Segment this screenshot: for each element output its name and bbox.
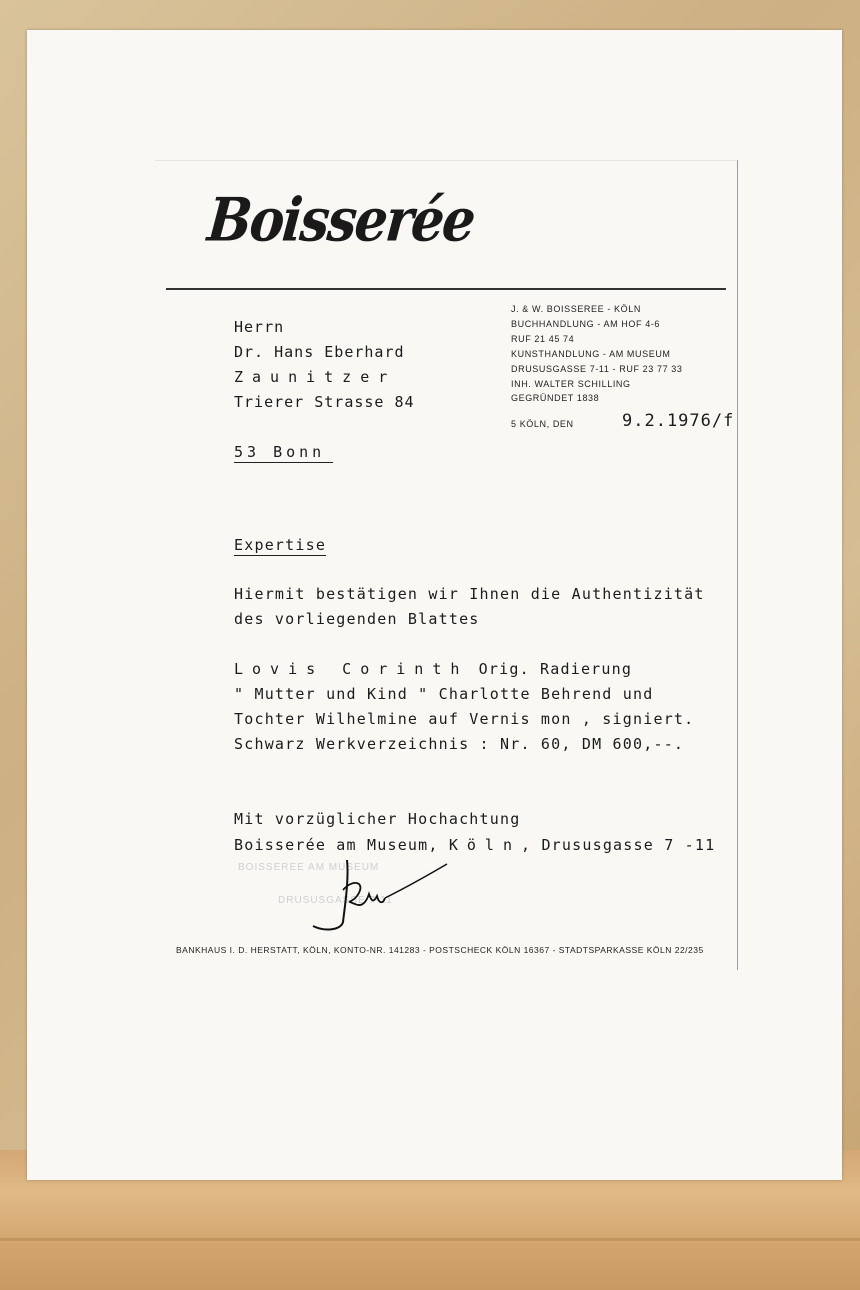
sender-line: RUF 21 45 74 <box>511 334 575 344</box>
bank-details-footer: BANKHAUS I. D. HERSTATT, KÖLN, KONTO-NR. 141283 - POSTSCHECK KÖLN 16367 - STADTSPARKASSE KÖLN 22/235 <box>176 945 704 955</box>
sender-line: INH. WALTER SCHILLING <box>511 379 631 389</box>
recipient-surname: Zaunitzer <box>234 368 397 386</box>
recipient-name: Dr. Hans Eberhard <box>234 343 405 361</box>
body-line: " Mutter und Kind " Charlotte Behrend und <box>234 685 654 703</box>
date-label: 5 KÖLN, DEN <box>511 419 574 429</box>
recipient-salutation: Herrn <box>234 318 285 336</box>
sender-line: BUCHHANDLUNG - AM HOF 4-6 <box>511 319 661 329</box>
sender-line: J. & W. BOISSEREE - KÖLN <box>511 304 641 314</box>
sender-line: DRUSUSGASSE 7-11 - RUF 23 77 33 <box>511 364 683 374</box>
artist-name: Lovis Corinth <box>234 660 469 678</box>
copy-edge-top <box>155 160 737 161</box>
closing-signature-line <box>234 836 715 854</box>
body-line: des vorliegenden Blattes <box>234 610 480 628</box>
closing-company: Boisserée am Museum, <box>234 836 439 854</box>
sender-line: GEGRÜNDET 1838 <box>511 393 600 403</box>
body-line: Hiermit bestätigen wir Ihnen die Authentizität <box>234 585 705 603</box>
subject-line: Expertise <box>234 536 327 554</box>
closing-street: , Drususgasse 7 -11 <box>520 836 716 854</box>
company-logo: Boisserée <box>204 185 477 256</box>
work-type: Orig. Radierung <box>478 660 633 678</box>
sender-line: KUNSTHANDLUNG - AM MUSEUM <box>511 349 671 359</box>
recipient-city: 53 Bonn <box>234 443 333 463</box>
body-line: Tochter Wilhelmine auf Vernis mon , signiert. <box>234 710 695 728</box>
stamp-line: BOISSEREE AM MUSEUM <box>238 862 380 873</box>
copy-edge-right <box>737 160 738 970</box>
stamp-line: DRUSUSGASSE 7-11 <box>278 895 393 906</box>
letterhead-rule <box>166 288 726 290</box>
recipient-street: Trierer Strasse 84 <box>234 393 415 411</box>
letter-date: 9.2.1976/f <box>622 411 735 431</box>
handwritten-signature <box>305 860 455 935</box>
frame-groove <box>0 1238 860 1241</box>
body-line: Schwarz Werkverzeichnis : Nr. 60, DM 600,--. <box>234 735 685 753</box>
artist-line <box>234 660 632 678</box>
closing-city: Köln <box>448 836 521 854</box>
closing-greeting: Mit vorzüglicher Hochachtung <box>234 810 521 828</box>
